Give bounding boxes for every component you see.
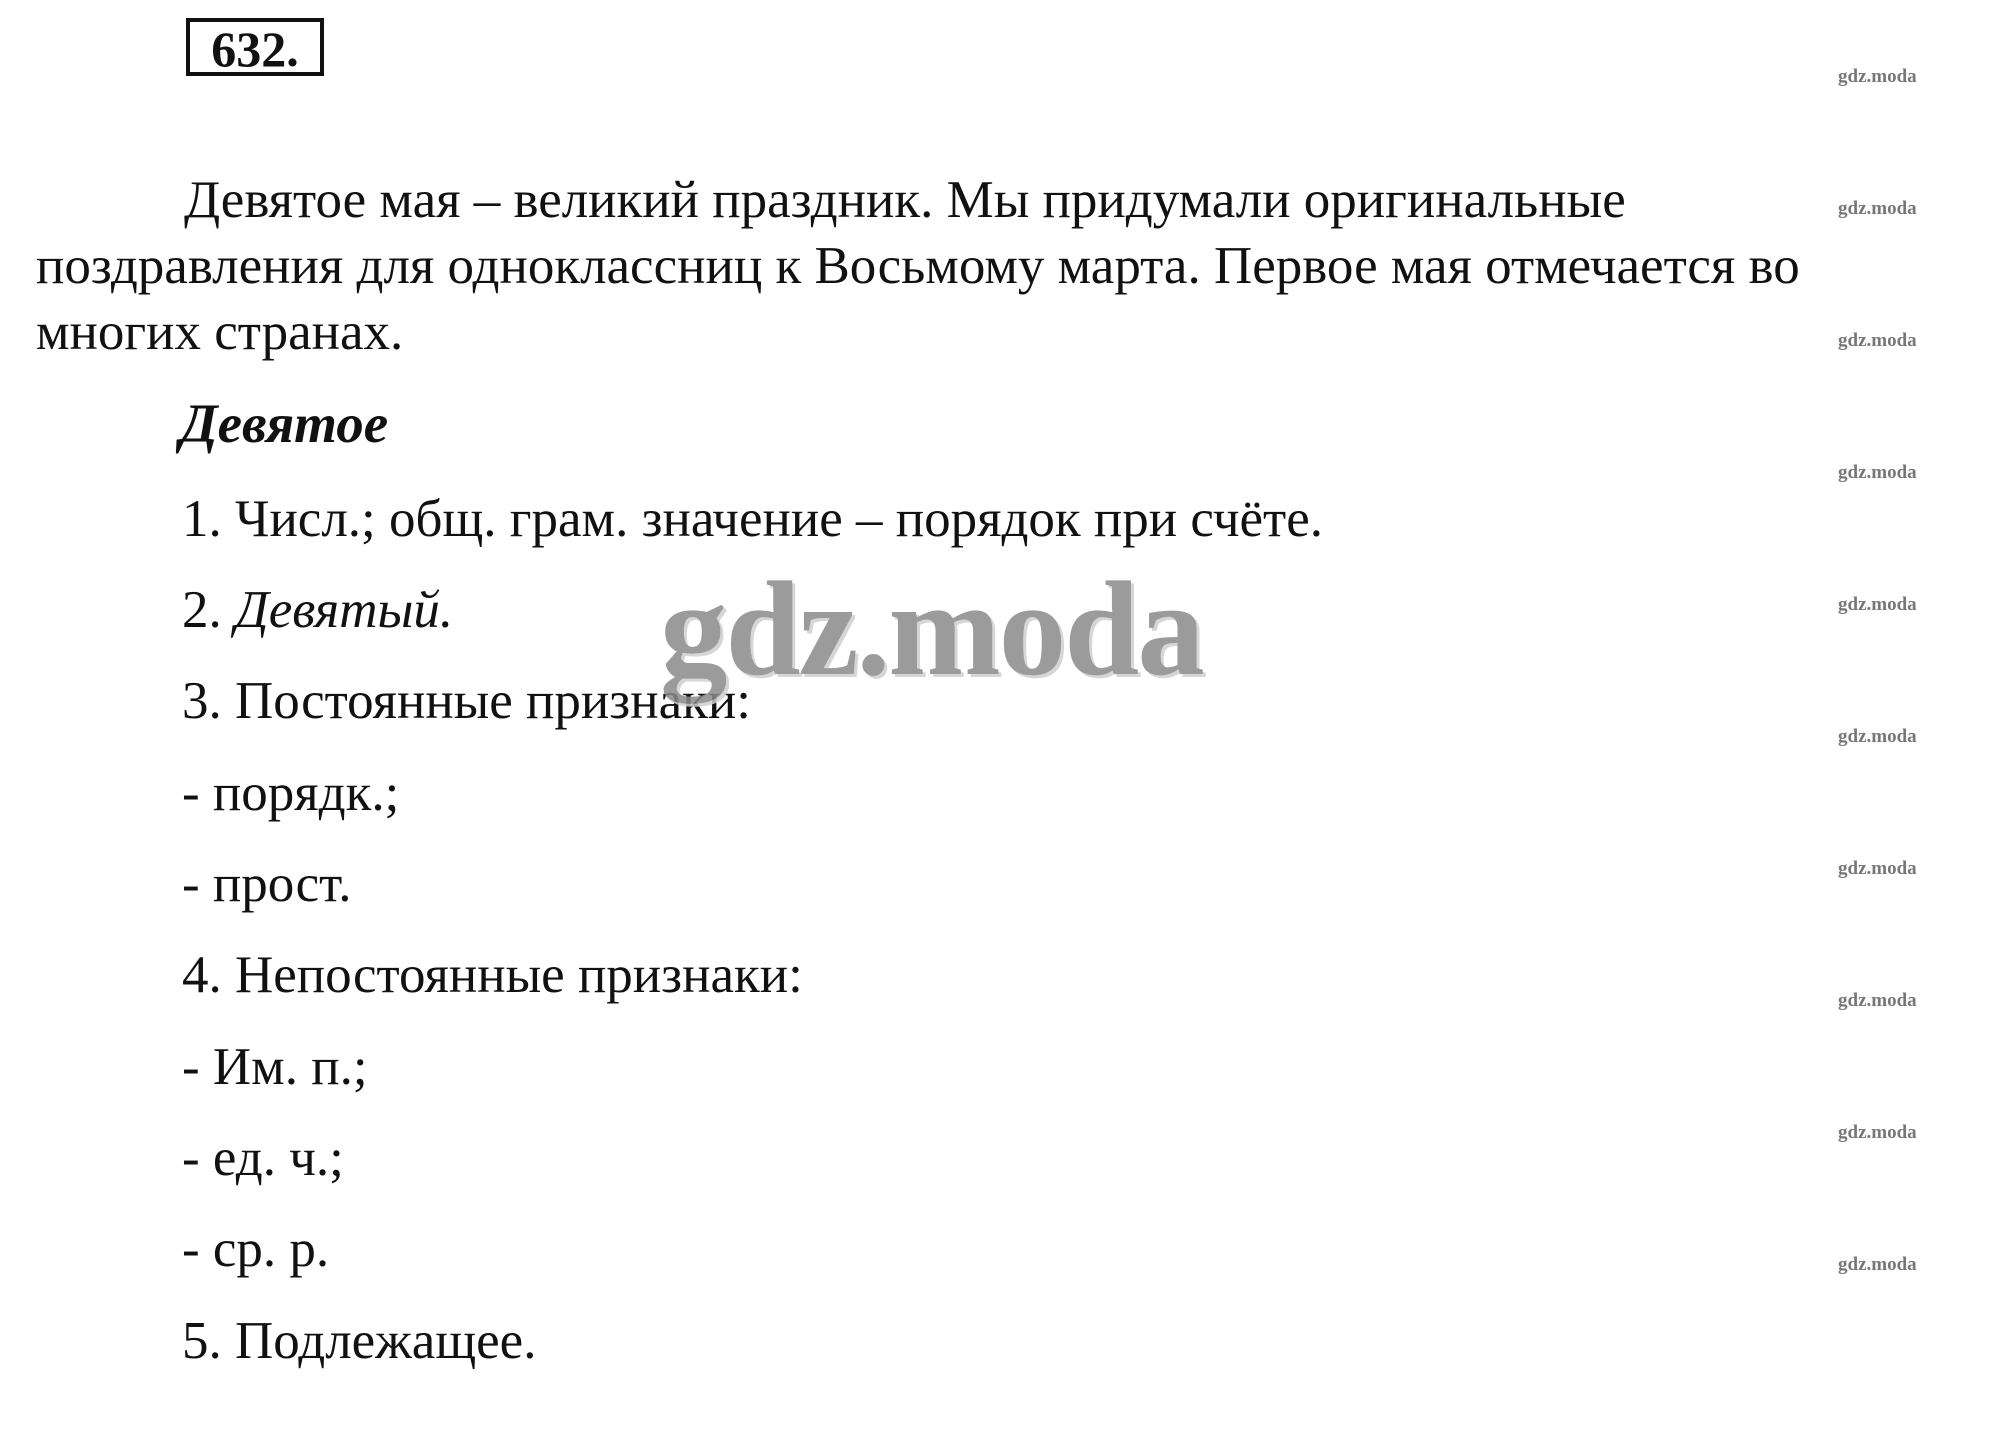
analysis-item-2-prefix: 2. <box>182 581 235 639</box>
watermark-small: gdz.moda <box>1838 66 1917 87</box>
watermark-small: gdz.moda <box>1838 330 1917 351</box>
watermark-small: gdz.moda <box>1838 1122 1917 1143</box>
watermark-small: gdz.moda <box>1838 198 1917 219</box>
analysis-item-4c: - ср. р. <box>182 1220 330 1278</box>
analysis-item-2-word: Девятый. <box>235 581 454 639</box>
analysis-heading: Девятое <box>180 393 389 454</box>
watermark-small: gdz.moda <box>1838 726 1917 747</box>
analysis-item-3: 3. Постоянные признаки: <box>182 672 751 730</box>
watermark-small: gdz.moda <box>1838 990 1917 1011</box>
watermark-small: gdz.moda <box>1838 462 1917 483</box>
paragraph-line-2: поздравления для одноклассниц к Восьмому марта. Первое мая отмечается во <box>36 237 1800 295</box>
watermark-small: gdz.moda <box>1838 594 1917 615</box>
paragraph-line-1: Девятое мая – великий праздник. Мы придумали оригинальные <box>184 171 1626 229</box>
analysis-item-5: 5. Подлежащее. <box>182 1312 537 1370</box>
analysis-item-4: 4. Непостоянные признаки: <box>182 946 803 1004</box>
analysis-item-3a: - порядк.; <box>182 764 400 822</box>
watermark-large: gdz.moda <box>660 555 1203 704</box>
task-number-box: 632. <box>186 18 324 76</box>
watermark-small: gdz.moda <box>1838 858 1917 879</box>
analysis-item-4b: - ед. ч.; <box>182 1129 344 1187</box>
paragraph-line-3: многих странах. <box>36 303 404 361</box>
watermark-small: gdz.moda <box>1838 1254 1917 1275</box>
analysis-item-3b: - прост. <box>182 855 352 913</box>
analysis-item-1: 1. Числ.; общ. грам. значение – порядок при счёте. <box>182 490 1323 548</box>
analysis-item-2 <box>182 577 453 643</box>
analysis-item-4a: - Им. п.; <box>182 1038 368 1096</box>
